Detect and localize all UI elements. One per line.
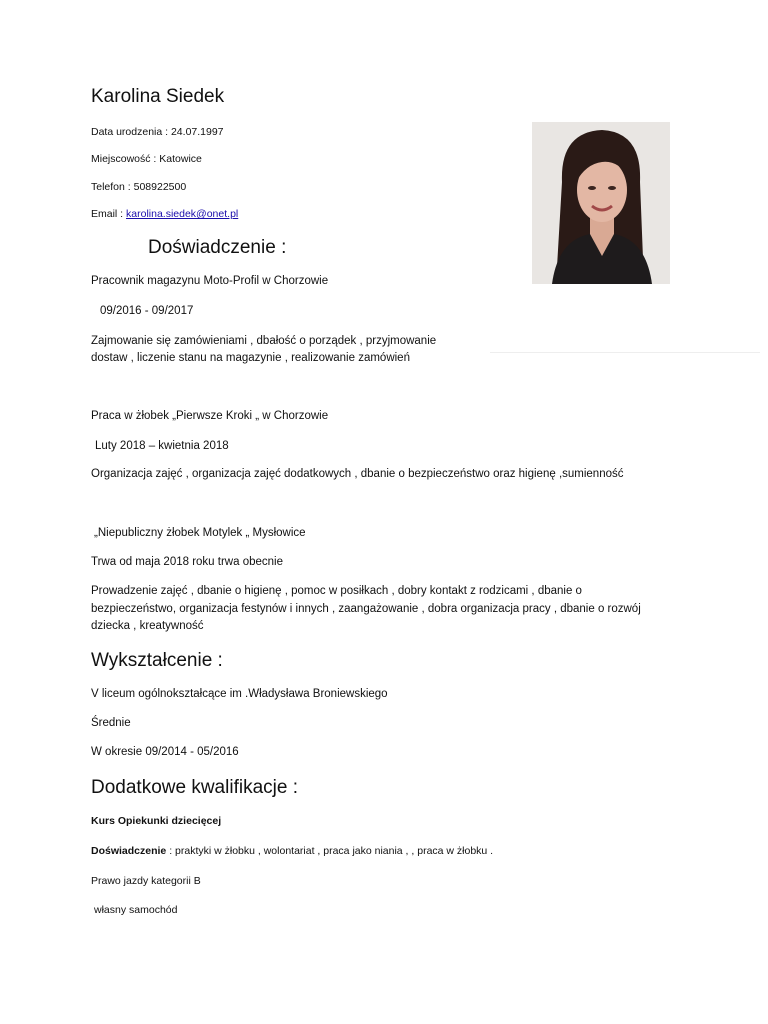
- phone-label: Telefon :: [91, 181, 134, 193]
- education-school: V liceum ogólnokształcące im .Władysława Broniewskiego: [91, 688, 388, 700]
- job-3-desc-line-1: Prowadzenie zajęć , dbanie o higienę , pomoc w posiłkach , dobry kontakt z rodzicami , dbanie o: [91, 585, 582, 597]
- extra-experience-label: Doświadczenie: [91, 845, 167, 857]
- job-3-desc-line-2: bezpieczeństwo, organizacja festynów i innych , zaangażowanie , dobra organizacja pracy , dbanie o rozwój: [91, 603, 641, 615]
- city-value: Katowice: [159, 153, 202, 165]
- portrait-image: [532, 122, 670, 284]
- qualifications-heading: Dodatkowe kwalifikacje :: [91, 777, 298, 798]
- education-level: Średnie: [91, 717, 131, 729]
- job-2-desc-line-1: Organizacja zajęć , organizacja zajęć dodatkowych , dbanie o bezpieczeństwo oraz higienę ,sumienność: [91, 468, 624, 480]
- course-line: [91, 815, 221, 827]
- job-3-period: Trwa od maja 2018 roku trwa obecnie: [91, 556, 283, 568]
- driving-license: Prawo jazdy kategorii B: [91, 875, 201, 887]
- city-line: [91, 153, 202, 165]
- profile-photo: [532, 122, 670, 284]
- education-period: W okresie 09/2014 - 05/2016: [91, 746, 239, 758]
- city-label: Miejscowość :: [91, 153, 160, 165]
- email-line: [91, 208, 238, 220]
- job-1-title: Pracownik magazynu Moto-Profil w Chorzowie: [91, 275, 329, 287]
- job-3-title: „Niepubliczny żłobek Motylek „ Mysłowice: [94, 527, 306, 539]
- phone-line: [91, 181, 186, 193]
- education-heading: Wykształcenie :: [91, 650, 223, 671]
- own-car: własny samochód: [94, 904, 178, 916]
- birth-date-value: 24.07.1997: [170, 126, 224, 138]
- job-2-title: Praca w żłobek „Pierwsze Kroki „ w Chorzowie: [91, 410, 329, 422]
- experience-heading: Doświadczenie :: [148, 237, 287, 258]
- job-1-period: 09/2016 - 09/2017: [100, 305, 194, 317]
- phone-value: 508922500: [133, 181, 187, 193]
- course-name: Kurs Opiekunki dziecięcej: [91, 815, 222, 827]
- extra-experience-text: : praktyki w żłobku , wolontariat , praca jako niania , , praca w żłobku .: [166, 845, 494, 857]
- extra-experience-line: [91, 845, 493, 857]
- email-label: Email :: [91, 208, 127, 220]
- person-name: Karolina Siedek: [91, 86, 225, 107]
- job-3-desc-line-3: dziecka , kreatywność: [91, 620, 204, 632]
- job-2-period: Luty 2018 – kwietnia 2018: [95, 440, 229, 452]
- birth-date-label: Data urodzenia :: [91, 126, 171, 138]
- divider: [490, 352, 760, 353]
- birth-date-line: [91, 126, 224, 138]
- job-1-desc-line-1: Zajmowanie się zamówieniami , dbałość o porządek , przyjmowanie: [91, 335, 437, 347]
- email-link[interactable]: karolina.siedek@onet.pl: [126, 208, 239, 220]
- job-1-desc-line-2: dostaw , liczenie stanu na magazynie , realizowanie zamówień: [91, 352, 410, 364]
